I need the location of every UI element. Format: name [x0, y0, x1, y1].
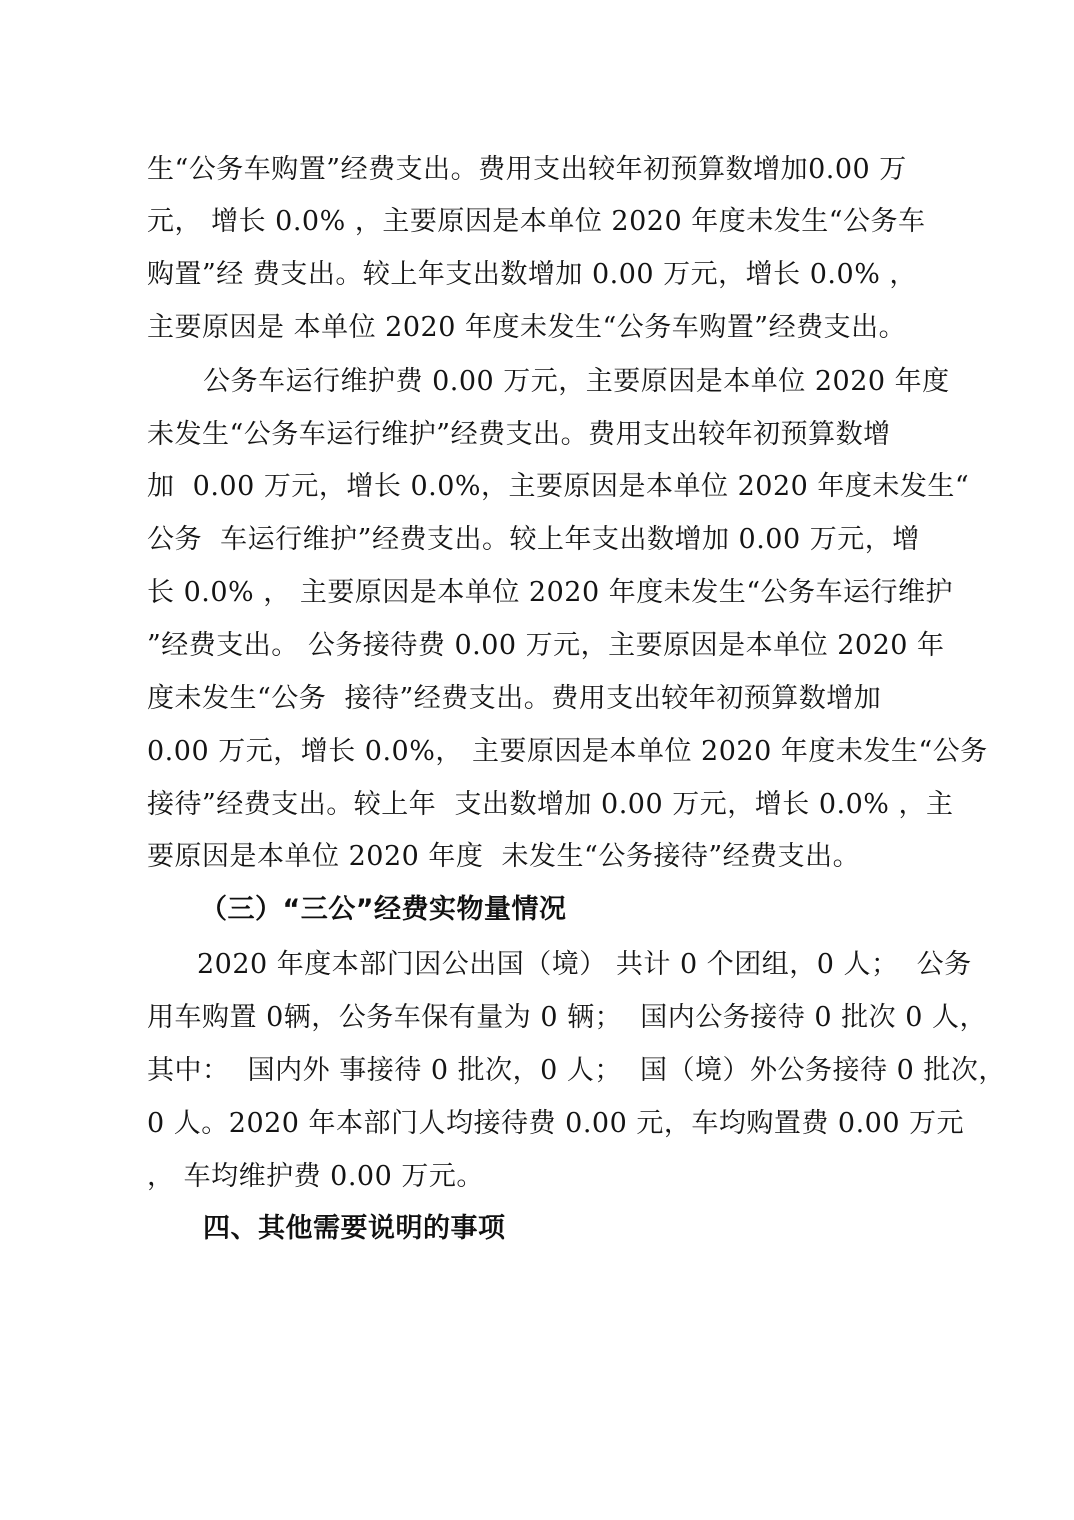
text-line: 接待”经费支出。较上年 支出数增加 0.00 万元，增长 0.0% ，主: [147, 789, 954, 820]
text-line: ”经费支出。 公务接待费 0.00 万元，主要原因是本单位 2020 年: [147, 630, 945, 661]
text-line: 用车购置 0辆，公务车保有量为 0 辆； 国内公务接待 0 批次 0 人，: [147, 1002, 987, 1033]
section-subheading: （三）“三公”经费实物量情况: [200, 894, 567, 925]
text-line: 长 0.0% ， 主要原因是本单位 2020 年度未发生“公务车运行维护: [147, 577, 954, 608]
text-line: ， 车均维护费 0.00 万元。: [147, 1161, 484, 1192]
text-line: 主要原因是 本单位 2020 年度未发生“公务车购置”经费支出。: [147, 312, 907, 343]
text-line: 加 0.00 万元，增长 0.0%，主要原因是本单位 2020 年度未发生“: [147, 471, 970, 502]
text-line: 购置”经 费支出。较上年支出数增加 0.00 万元，增长 0.0% ，: [147, 259, 917, 290]
text-line: 公务车运行维护费 0.00 万元，主要原因是本单位 2020 年度: [203, 366, 950, 397]
section-heading: 四、其他需要说明的事项: [203, 1213, 506, 1244]
text-line: 生“公务车购置”经费支出。费用支出较年初预算数增加0.00 万: [147, 154, 907, 185]
text-line: 元， 增长 0.0% ，主要原因是本单位 2020 年度未发生“公务车: [147, 206, 926, 237]
text-line: 其中： 国内外 事接待 0 批次，0 人； 国（境）外公务接待 0 批次，: [147, 1055, 1006, 1086]
text-line: 未发生“公务车运行维护”经费支出。费用支出较年初预算数增: [147, 419, 891, 450]
text-line: 公务 车运行维护”经费支出。较上年支出数增加 0.00 万元，增: [147, 524, 920, 555]
text-line: 要原因是本单位 2020 年度 未发生“公务接待”经费支出。: [147, 841, 861, 872]
text-line: 0.00 万元，增长 0.0%， 主要原因是本单位 2020 年度未发生“公务: [147, 736, 988, 767]
text-line: 2020 年度本部门因公出国（境） 共计 0 个团组，0 人； 公务: [197, 949, 972, 980]
text-line: 度未发生“公务 接待”经费支出。费用支出较年初预算数增加: [147, 683, 882, 714]
text-line: 0 人。2020 年本部门人均接待费 0.00 元，车均购置费 0.00 万元: [147, 1108, 965, 1139]
